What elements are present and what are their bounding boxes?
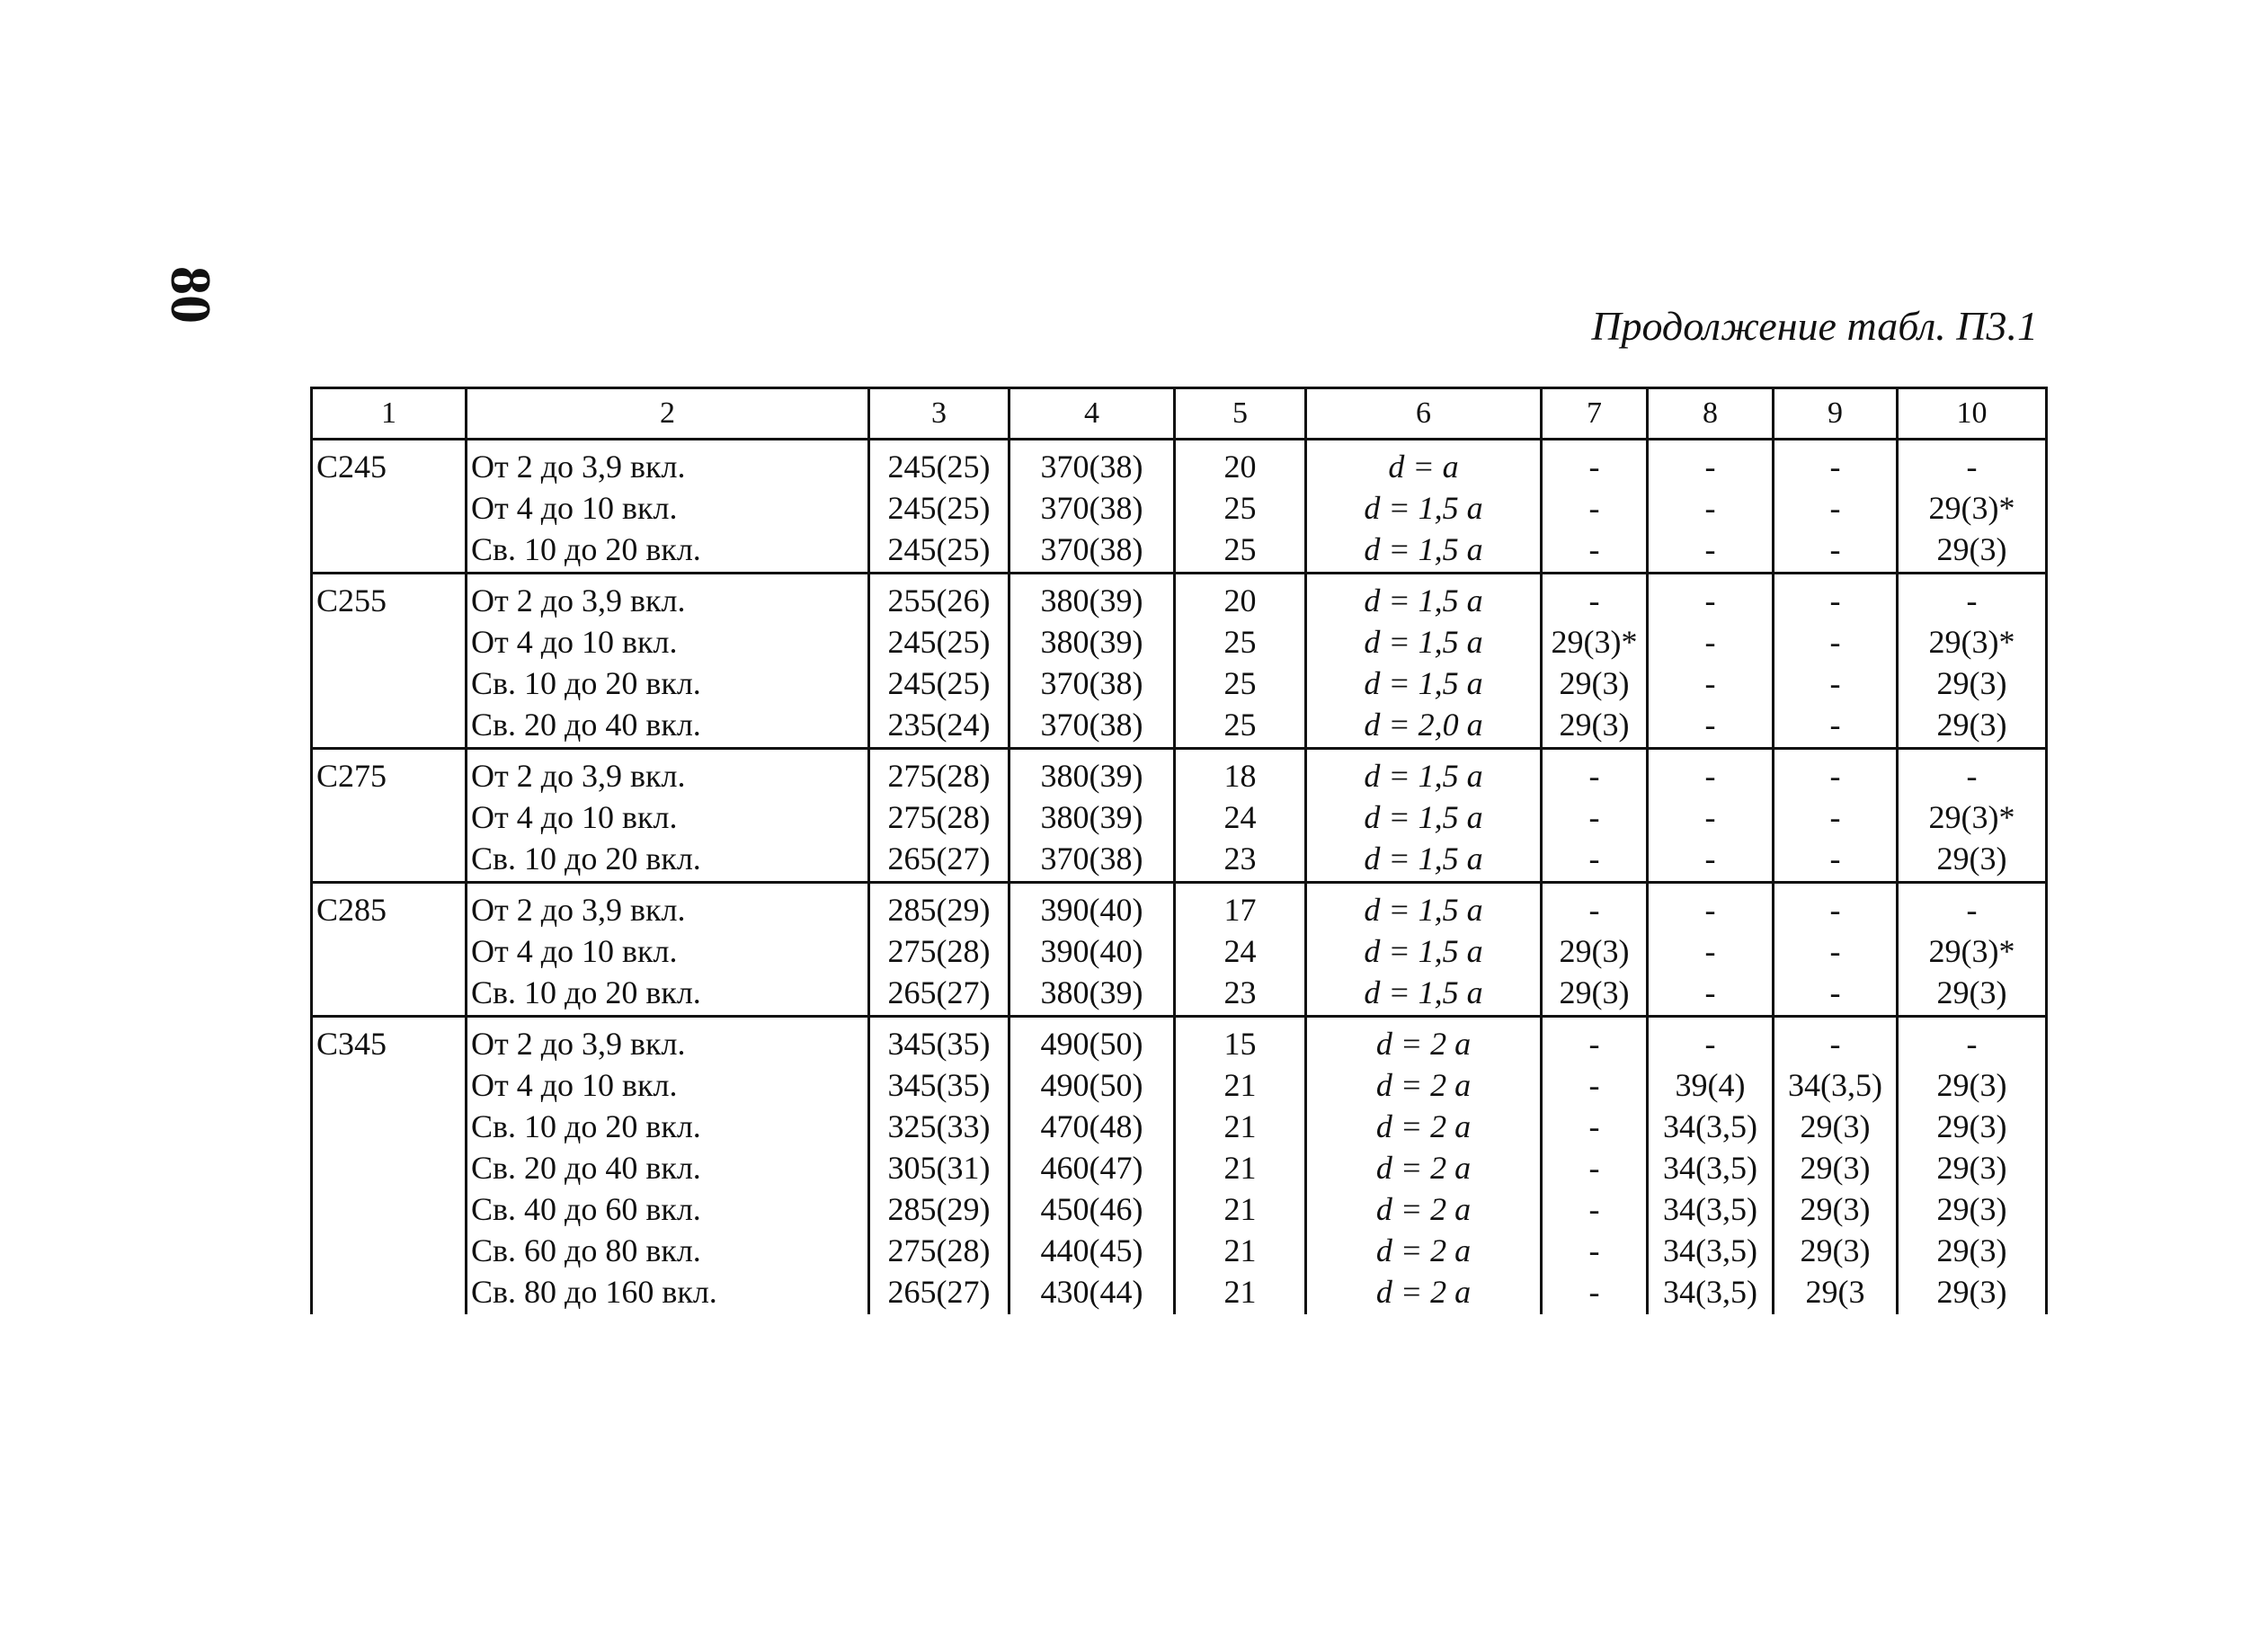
elongation: 25 bbox=[1223, 531, 1257, 567]
tensile-strength: 470(48) bbox=[1040, 1108, 1143, 1144]
bend-test: d = 1,5 a bbox=[1364, 758, 1483, 794]
yield-strength: 245(25) bbox=[887, 624, 991, 660]
impact-col8: - bbox=[1704, 707, 1716, 743]
impact-col8: - bbox=[1704, 490, 1716, 526]
bend-test: d = 2 a bbox=[1375, 1191, 1472, 1227]
tensile-strength: 460(47) bbox=[1040, 1150, 1143, 1186]
yield-strength-cell bbox=[869, 440, 1009, 574]
bend-test: d = 2 a bbox=[1375, 1026, 1472, 1062]
yield-strength: 325(33) bbox=[887, 1108, 991, 1144]
steel-grade-cell bbox=[312, 883, 467, 1017]
tensile-strength: 380(39) bbox=[1040, 974, 1143, 1010]
bend-test: d = 1,5 a bbox=[1364, 933, 1483, 969]
impact-col9-cell bbox=[1774, 749, 1898, 883]
impact-col9: 29(3) bbox=[1800, 1150, 1871, 1186]
yield-strength: 255(26) bbox=[887, 583, 991, 618]
thickness-range: Св. 40 до 60 вкл. bbox=[471, 1191, 701, 1227]
impact-col7: - bbox=[1588, 799, 1600, 835]
impact-col7: - bbox=[1588, 490, 1600, 526]
thickness-range: От 2 до 3,9 вкл. bbox=[471, 449, 686, 485]
impact-col8-cell bbox=[1648, 749, 1774, 883]
steel-grade: С245 bbox=[316, 449, 387, 485]
impact-col10: 29(3) bbox=[1936, 974, 2007, 1010]
yield-strength: 305(31) bbox=[887, 1150, 991, 1186]
impact-col9: - bbox=[1829, 624, 1841, 660]
impact-col10-cell bbox=[1898, 440, 2047, 574]
impact-col7: 29(3) bbox=[1559, 665, 1630, 701]
tensile-strength: 370(38) bbox=[1040, 490, 1143, 526]
impact-col9: 29(3 bbox=[1805, 1274, 1865, 1310]
bend-test: d = 2 a bbox=[1375, 1232, 1472, 1268]
thickness-range: Св. 80 до 160 вкл. bbox=[471, 1274, 717, 1310]
elongation: 25 bbox=[1223, 665, 1257, 701]
header-cell: 4 bbox=[1009, 388, 1175, 440]
yield-strength-cell bbox=[869, 574, 1009, 749]
thickness-range: Св. 10 до 20 вкл. bbox=[471, 665, 701, 701]
yield-strength: 265(27) bbox=[887, 1274, 991, 1310]
bend-test: d = 1,5 a bbox=[1364, 665, 1483, 701]
impact-col7: - bbox=[1588, 1232, 1600, 1268]
impact-col8: - bbox=[1704, 933, 1716, 969]
yield-strength: 245(25) bbox=[887, 449, 991, 485]
page-number: 80 bbox=[159, 266, 223, 324]
impact-col8: - bbox=[1704, 758, 1716, 794]
elongation-cell bbox=[1175, 440, 1306, 574]
header-cell: 2 bbox=[467, 388, 869, 440]
steel-grade: С345 bbox=[316, 1026, 387, 1062]
table-group-row bbox=[312, 883, 2047, 1017]
yield-strength-cell bbox=[869, 883, 1009, 1017]
impact-col7: - bbox=[1588, 1026, 1600, 1062]
steel-grade-cell bbox=[312, 749, 467, 883]
impact-col9: - bbox=[1829, 490, 1841, 526]
steel-grade: С255 bbox=[316, 583, 387, 618]
elongation: 21 bbox=[1223, 1108, 1257, 1144]
thickness-range: Св. 10 до 20 вкл. bbox=[471, 841, 701, 876]
impact-col8: 34(3,5) bbox=[1663, 1150, 1757, 1186]
tensile-strength: 390(40) bbox=[1040, 892, 1143, 928]
bend-test: d = 2 a bbox=[1375, 1274, 1472, 1310]
elongation: 23 bbox=[1223, 841, 1257, 876]
impact-col7-cell bbox=[1542, 749, 1648, 883]
impact-col8-cell bbox=[1648, 574, 1774, 749]
yield-strength: 235(24) bbox=[887, 707, 991, 743]
impact-col8-cell bbox=[1648, 883, 1774, 1017]
header-cell: 7 bbox=[1542, 388, 1648, 440]
bend-test-cell bbox=[1306, 1017, 1542, 1315]
elongation-cell bbox=[1175, 883, 1306, 1017]
impact-col10: 29(3) bbox=[1936, 841, 2007, 876]
impact-col7: - bbox=[1588, 1108, 1600, 1144]
elongation: 21 bbox=[1223, 1191, 1257, 1227]
thickness-range: От 4 до 10 вкл. bbox=[471, 624, 678, 660]
thickness-range-cell bbox=[467, 1017, 869, 1315]
impact-col10: - bbox=[1966, 758, 1978, 794]
impact-col10: 29(3)* bbox=[1928, 933, 2015, 969]
tensile-strength-cell bbox=[1009, 883, 1175, 1017]
thickness-range-cell bbox=[467, 883, 869, 1017]
impact-col10: 29(3) bbox=[1936, 1108, 2007, 1144]
thickness-range: От 2 до 3,9 вкл. bbox=[471, 758, 686, 794]
yield-strength: 245(25) bbox=[887, 490, 991, 526]
tensile-strength: 390(40) bbox=[1040, 933, 1143, 969]
impact-col7: 29(3) bbox=[1559, 974, 1630, 1010]
thickness-range: Св. 20 до 40 вкл. bbox=[471, 707, 701, 743]
bend-test-cell bbox=[1306, 574, 1542, 749]
yield-strength: 275(28) bbox=[887, 758, 991, 794]
impact-col9: - bbox=[1829, 799, 1841, 835]
impact-col7: - bbox=[1588, 1191, 1600, 1227]
yield-strength: 265(27) bbox=[887, 841, 991, 876]
impact-col10: - bbox=[1966, 1026, 1978, 1062]
impact-col9: - bbox=[1829, 1026, 1841, 1062]
impact-col7: 29(3) bbox=[1559, 707, 1630, 743]
impact-col9: - bbox=[1829, 933, 1841, 969]
bend-test: d = 1,5 a bbox=[1364, 974, 1483, 1010]
thickness-range: Св. 20 до 40 вкл. bbox=[471, 1150, 701, 1186]
table-group-row bbox=[312, 1017, 2047, 1315]
impact-col8: 34(3,5) bbox=[1663, 1274, 1757, 1310]
tensile-strength: 380(39) bbox=[1040, 799, 1143, 835]
elongation: 21 bbox=[1223, 1232, 1257, 1268]
yield-strength: 275(28) bbox=[887, 933, 991, 969]
thickness-range: От 2 до 3,9 вкл. bbox=[471, 583, 686, 618]
impact-col7: - bbox=[1588, 1067, 1600, 1103]
header-cell: 5 bbox=[1175, 388, 1306, 440]
elongation: 20 bbox=[1223, 583, 1257, 618]
elongation: 25 bbox=[1223, 490, 1257, 526]
tensile-strength: 490(50) bbox=[1040, 1067, 1143, 1103]
yield-strength: 245(25) bbox=[887, 665, 991, 701]
impact-col8: - bbox=[1704, 665, 1716, 701]
header-cell: 10 bbox=[1898, 388, 2047, 440]
impact-col9: - bbox=[1829, 841, 1841, 876]
impact-col9: - bbox=[1829, 531, 1841, 567]
impact-col10: 29(3)* bbox=[1928, 490, 2015, 526]
impact-col8-cell bbox=[1648, 440, 1774, 574]
tensile-strength: 380(39) bbox=[1040, 624, 1143, 660]
bend-test: d = 2 a bbox=[1375, 1108, 1472, 1144]
impact-col9: - bbox=[1829, 974, 1841, 1010]
impact-col7-cell bbox=[1542, 440, 1648, 574]
impact-col9: - bbox=[1829, 665, 1841, 701]
steel-grade: С285 bbox=[316, 892, 387, 928]
yield-strength: 285(29) bbox=[887, 892, 991, 928]
tensile-strength: 380(39) bbox=[1040, 758, 1143, 794]
tensile-strength-cell bbox=[1009, 440, 1175, 574]
bend-test: d = 1,5 a bbox=[1364, 892, 1483, 928]
steel-grade: С275 bbox=[316, 758, 387, 794]
table-group-row bbox=[312, 574, 2047, 749]
impact-col9: - bbox=[1829, 707, 1841, 743]
impact-col10-cell bbox=[1898, 749, 2047, 883]
tensile-strength-cell bbox=[1009, 1017, 1175, 1315]
impact-col9: 29(3) bbox=[1800, 1191, 1871, 1227]
thickness-range: От 4 до 10 вкл. bbox=[471, 799, 678, 835]
impact-col9: - bbox=[1829, 583, 1841, 618]
elongation: 23 bbox=[1223, 974, 1257, 1010]
bend-test: d = a bbox=[1388, 449, 1459, 485]
tensile-strength: 450(46) bbox=[1040, 1191, 1143, 1227]
tensile-strength-cell bbox=[1009, 574, 1175, 749]
impact-col10: - bbox=[1966, 449, 1978, 485]
impact-col7: - bbox=[1588, 449, 1600, 485]
impact-col10-cell bbox=[1898, 1017, 2047, 1315]
tensile-strength: 440(45) bbox=[1040, 1232, 1143, 1268]
data-table bbox=[310, 387, 2048, 1314]
impact-col10: - bbox=[1966, 583, 1978, 618]
thickness-range: От 4 до 10 вкл. bbox=[471, 933, 678, 969]
impact-col10: 29(3) bbox=[1936, 665, 2007, 701]
impact-col10-cell bbox=[1898, 574, 2047, 749]
tensile-strength: 370(38) bbox=[1040, 665, 1143, 701]
impact-col9: - bbox=[1829, 892, 1841, 928]
impact-col8: - bbox=[1704, 624, 1716, 660]
impact-col9: 29(3) bbox=[1800, 1232, 1871, 1268]
yield-strength: 285(29) bbox=[887, 1191, 991, 1227]
impact-col10: 29(3) bbox=[1936, 1274, 2007, 1310]
elongation: 24 bbox=[1223, 799, 1257, 835]
impact-col8: - bbox=[1704, 841, 1716, 876]
yield-strength-cell bbox=[869, 749, 1009, 883]
impact-col7: - bbox=[1588, 583, 1600, 618]
elongation: 24 bbox=[1223, 933, 1257, 969]
impact-col8: - bbox=[1704, 974, 1716, 1010]
thickness-range: От 2 до 3,9 вкл. bbox=[471, 1026, 686, 1062]
thickness-range-cell bbox=[467, 749, 869, 883]
impact-col8: - bbox=[1704, 583, 1716, 618]
tensile-strength: 370(38) bbox=[1040, 531, 1143, 567]
bend-test: d = 2 a bbox=[1375, 1067, 1472, 1103]
elongation: 25 bbox=[1223, 707, 1257, 743]
elongation: 21 bbox=[1223, 1150, 1257, 1186]
tensile-strength: 380(39) bbox=[1040, 583, 1143, 618]
elongation: 21 bbox=[1223, 1274, 1257, 1310]
steel-grade-cell bbox=[312, 574, 467, 749]
impact-col10: 29(3) bbox=[1936, 1067, 2007, 1103]
bend-test: d = 1,5 a bbox=[1364, 531, 1483, 567]
bend-test: d = 1,5 a bbox=[1364, 583, 1483, 618]
impact-col8: 34(3,5) bbox=[1663, 1108, 1757, 1144]
bend-test-cell bbox=[1306, 749, 1542, 883]
header-cell: 3 bbox=[869, 388, 1009, 440]
impact-col8: - bbox=[1704, 892, 1716, 928]
impact-col8: - bbox=[1704, 1026, 1716, 1062]
tensile-strength: 370(38) bbox=[1040, 841, 1143, 876]
bend-test: d = 1,5 a bbox=[1364, 799, 1483, 835]
impact-col8: - bbox=[1704, 799, 1716, 835]
yield-strength-cell bbox=[869, 1017, 1009, 1315]
impact-col7: - bbox=[1588, 841, 1600, 876]
header-cell: 6 bbox=[1306, 388, 1542, 440]
elongation: 17 bbox=[1223, 892, 1257, 928]
yield-strength: 265(27) bbox=[887, 974, 991, 1010]
impact-col10: 29(3) bbox=[1936, 531, 2007, 567]
impact-col8: 39(4) bbox=[1675, 1067, 1746, 1103]
elongation-cell bbox=[1175, 574, 1306, 749]
impact-col9-cell bbox=[1774, 883, 1898, 1017]
impact-col7-cell bbox=[1542, 883, 1648, 1017]
thickness-range-cell bbox=[467, 440, 869, 574]
impact-col7-cell bbox=[1542, 574, 1648, 749]
impact-col7: - bbox=[1588, 1150, 1600, 1186]
impact-col7: 29(3)* bbox=[1551, 624, 1638, 660]
table-group-row bbox=[312, 749, 2047, 883]
impact-col8-cell bbox=[1648, 1017, 1774, 1315]
elongation: 15 bbox=[1223, 1026, 1257, 1062]
tensile-strength: 370(38) bbox=[1040, 707, 1143, 743]
elongation: 20 bbox=[1223, 449, 1257, 485]
yield-strength: 275(28) bbox=[887, 799, 991, 835]
impact-col10: 29(3) bbox=[1936, 1191, 2007, 1227]
impact-col10: 29(3) bbox=[1936, 707, 2007, 743]
tensile-strength: 430(44) bbox=[1040, 1274, 1143, 1310]
elongation-cell bbox=[1175, 1017, 1306, 1315]
impact-col8: 34(3,5) bbox=[1663, 1232, 1757, 1268]
yield-strength: 275(28) bbox=[887, 1232, 991, 1268]
thickness-range: Св. 60 до 80 вкл. bbox=[471, 1232, 701, 1268]
impact-col8: - bbox=[1704, 531, 1716, 567]
impact-col8: 34(3,5) bbox=[1663, 1191, 1757, 1227]
thickness-range: Св. 10 до 20 вкл. bbox=[471, 974, 701, 1010]
impact-col10: 29(3) bbox=[1936, 1150, 2007, 1186]
yield-strength: 345(35) bbox=[887, 1067, 991, 1103]
tensile-strength-cell bbox=[1009, 749, 1175, 883]
elongation-cell bbox=[1175, 749, 1306, 883]
impact-col9: - bbox=[1829, 758, 1841, 794]
thickness-range: От 2 до 3,9 вкл. bbox=[471, 892, 686, 928]
thickness-range: Св. 10 до 20 вкл. bbox=[471, 1108, 701, 1144]
elongation: 25 bbox=[1223, 624, 1257, 660]
impact-col7-cell bbox=[1542, 1017, 1648, 1315]
bend-test: d = 1,5 a bbox=[1364, 624, 1483, 660]
tensile-strength: 490(50) bbox=[1040, 1026, 1143, 1062]
thickness-range-cell bbox=[467, 574, 869, 749]
impact-col9: - bbox=[1829, 449, 1841, 485]
yield-strength: 345(35) bbox=[887, 1026, 991, 1062]
impact-col10: 29(3)* bbox=[1928, 799, 2015, 835]
impact-col7: - bbox=[1588, 531, 1600, 567]
impact-col8: - bbox=[1704, 449, 1716, 485]
impact-col9-cell bbox=[1774, 1017, 1898, 1315]
impact-col7: 29(3) bbox=[1559, 933, 1630, 969]
bend-test: d = 1,5 a bbox=[1364, 490, 1483, 526]
elongation: 21 bbox=[1223, 1067, 1257, 1103]
impact-col9-cell bbox=[1774, 440, 1898, 574]
header-cell: 1 bbox=[312, 388, 467, 440]
impact-col9: 34(3,5) bbox=[1788, 1067, 1882, 1103]
impact-col7: - bbox=[1588, 758, 1600, 794]
impact-col9: 29(3) bbox=[1800, 1108, 1871, 1144]
bend-test: d = 2,0 a bbox=[1364, 707, 1483, 743]
impact-col9-cell bbox=[1774, 574, 1898, 749]
header-cell: 9 bbox=[1774, 388, 1898, 440]
yield-strength: 245(25) bbox=[887, 531, 991, 567]
impact-col10-cell bbox=[1898, 883, 2047, 1017]
header-row bbox=[312, 388, 2047, 440]
elongation: 18 bbox=[1223, 758, 1257, 794]
bend-test-cell bbox=[1306, 440, 1542, 574]
impact-col7: - bbox=[1588, 892, 1600, 928]
impact-col10: 29(3) bbox=[1936, 1232, 2007, 1268]
steel-grade-cell bbox=[312, 1017, 467, 1315]
table-group-row bbox=[312, 440, 2047, 574]
thickness-range: От 4 до 10 вкл. bbox=[471, 490, 678, 526]
steel-grade-cell bbox=[312, 440, 467, 574]
header-cell: 8 bbox=[1648, 388, 1774, 440]
bend-test: d = 1,5 a bbox=[1364, 841, 1483, 876]
thickness-range: Св. 10 до 20 вкл. bbox=[471, 531, 701, 567]
impact-col10: 29(3)* bbox=[1928, 624, 2015, 660]
impact-col7: - bbox=[1588, 1274, 1600, 1310]
thickness-range: От 4 до 10 вкл. bbox=[471, 1067, 678, 1103]
bend-test-cell bbox=[1306, 883, 1542, 1017]
impact-col10: - bbox=[1966, 892, 1978, 928]
table-caption: Продолжение табл. П3.1 bbox=[1591, 303, 2038, 349]
bend-test: d = 2 a bbox=[1375, 1150, 1472, 1186]
tensile-strength: 370(38) bbox=[1040, 449, 1143, 485]
